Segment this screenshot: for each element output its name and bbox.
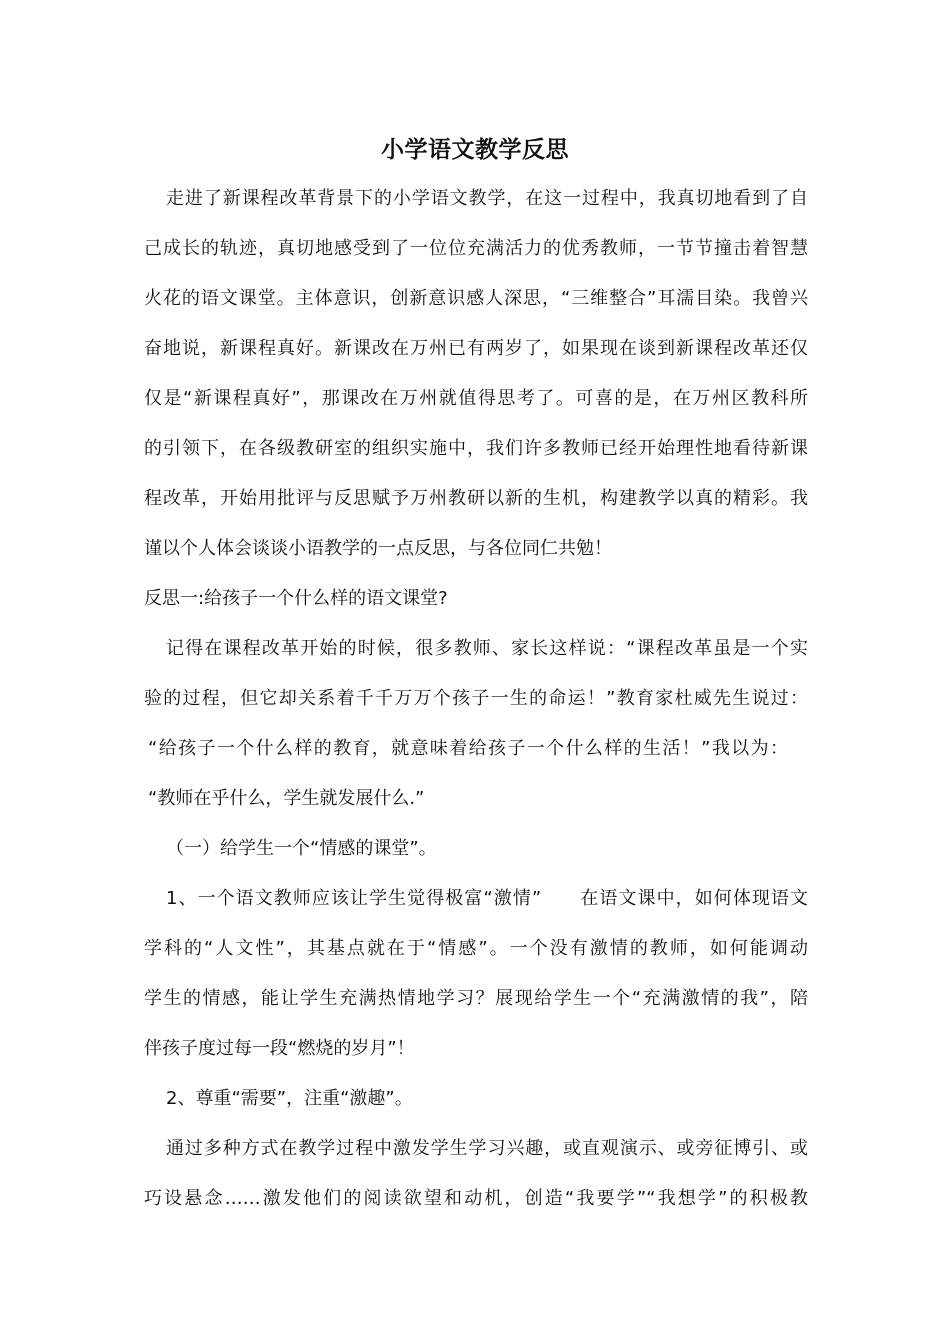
paragraph-line: 验的过程，但它却关系着千千万万个孩子一生的命运！”教育家杜威先生说过： xyxy=(144,688,808,709)
paragraph-line: 程改革，开始用批评与反思赋予万州教研以新的生机，构建教学以真的精彩。我 xyxy=(144,488,808,509)
paragraph-line: 通过多种方式在教学过程中激发学生学习兴趣，或直观演示、或旁征博引、或 xyxy=(166,1138,808,1159)
paragraph-line: “教师在乎什么，学生就发展什么.” xyxy=(148,788,425,809)
paragraph-line: 巧设悬念……激发他们的阅读欲望和动机，创造“我要学”“我想学”的积极教 xyxy=(144,1188,808,1209)
paragraph-line: 学科的“人文性”，其基点就在于“情感”。一个没有激情的教师，如何能调动 xyxy=(144,938,808,959)
paragraph-line: 伴孩子度过每一段“燃烧的岁月”！ xyxy=(144,1038,415,1059)
paragraph-line: 学生的情感，能让学生充满热情地学习？展现给学生一个“充满激情的我”，陪 xyxy=(144,988,808,1009)
paragraph-line: 火花的语文课堂。主体意识，创新意识感人深思，“三维整合”耳濡目染。我曾兴 xyxy=(144,288,808,309)
paragraph-line: 奋地说，新课程真好。新课改在万州已有两岁了，如果现在谈到新课程改革还仅 xyxy=(144,338,808,359)
paragraph-line: 走进了新课程改革背景下的小学语文教学，在这一过程中，我真切地看到了自 xyxy=(166,188,808,209)
paragraph-line: 1、一个语文教师应该让学生觉得极富“激情” 在语文课中，如何体现语文 xyxy=(166,888,808,909)
section-heading: 反思一:给孩子一个什么样的语文课堂? xyxy=(144,588,448,609)
paragraph-line: 己成长的轨迹，真切地感受到了一位位充满活力的优秀教师，一节节撞击着智慧 xyxy=(144,238,808,259)
paragraph-line: 谨以个人体会谈谈小语教学的一点反思，与各位同仁共勉！ xyxy=(144,538,612,559)
paragraph-line: 记得在课程改革开始的时候，很多教师、家长这样说：“课程改革虽是一个实 xyxy=(166,638,808,659)
document-title: 小学语文教学反思 xyxy=(381,137,569,163)
paragraph-line: 的引领下，在各级教研室的组织实施中，我们许多教师已经开始理性地看待新课 xyxy=(144,438,808,459)
subsection-heading: 2、尊重“需要”，注重“激趣”。 xyxy=(166,1088,413,1109)
subsection-heading: （一）给学生一个“情感的课堂”。 xyxy=(166,838,437,859)
paragraph-line: 仅是“新课程真好”，那课改在万州就值得思考了。可喜的是，在万州区教科所 xyxy=(144,388,808,409)
paragraph-line: “给孩子一个什么样的教育，就意味着给孩子一个什么样的生活！”我以为： xyxy=(148,738,788,759)
